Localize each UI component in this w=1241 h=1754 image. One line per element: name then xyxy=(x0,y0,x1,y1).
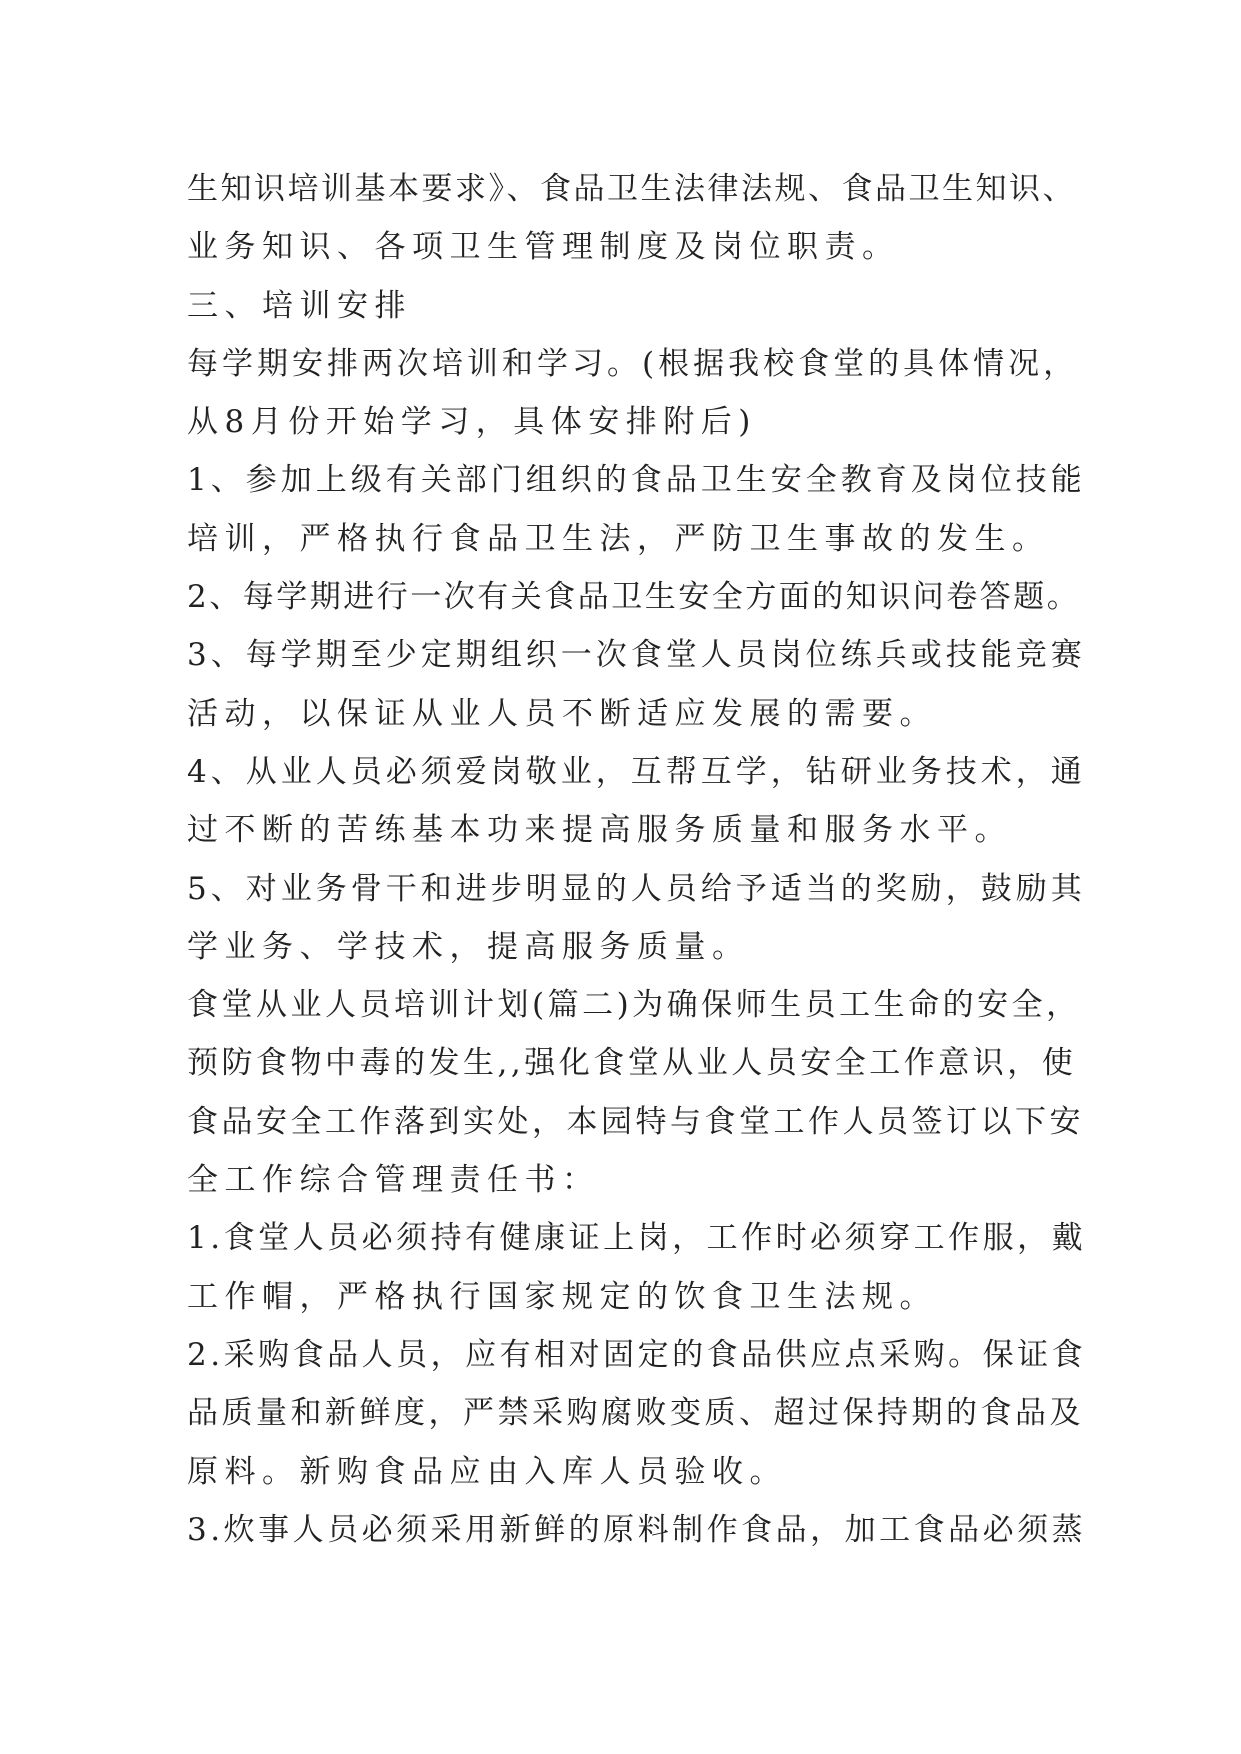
section-heading: 三、培训安排 xyxy=(187,287,412,324)
list-item-line: 3、每学期至少定期组织一次食堂人员岗位练兵或技能竞赛 xyxy=(187,637,1086,674)
list-item-line: 5、对业务骨干和进步明显的人员给予适当的奖励，鼓励其 xyxy=(187,870,1086,907)
text-line: 每学期安排两次培训和学习。(根据我校食堂的具体情况， xyxy=(187,345,1079,382)
text-line: 食堂从业人员培训计划(篇二)为确保师生员工生命的安全， xyxy=(187,987,1081,1024)
text-line: 全工作综合管理责任书： xyxy=(187,1162,600,1199)
list-item-line: 3.炊事人员必须采用新鲜的原料制作食品，加工食品必须蒸 xyxy=(187,1511,1087,1548)
text-line: 预防食物中毒的发生,,强化食堂从业人员安全工作意识，使 xyxy=(187,1045,1077,1082)
list-item-line: 学业务、学技术，提高服务质量。 xyxy=(187,928,750,965)
list-item-line: 品质量和新鲜度，严禁采购腐败变质、超过保持期的食品及 xyxy=(187,1395,1084,1432)
list-item-line: 活动，以保证从业人员不断适应发展的需要。 xyxy=(187,695,937,732)
list-item-line: 1、参加上级有关部门组织的食品卫生安全教育及岗位技能 xyxy=(187,462,1086,499)
text-line: 食品安全工作落到实处，本园特与食堂工作人员签订以下安 xyxy=(187,1103,1084,1140)
text-line: 生知识培训基本要求》、食品卫生法律法规、食品卫生知识、 xyxy=(187,171,1076,207)
text-line: 从8月份开始学习，具体安排附后) xyxy=(187,404,757,441)
list-item-line: 2.采购食品人员，应有相对固定的食品供应点采购。保证食 xyxy=(187,1336,1087,1373)
list-item-line: 工作帽，严格执行国家规定的饮食卫生法规。 xyxy=(187,1278,937,1315)
text-line: 业务知识、各项卫生管理制度及岗位职责。 xyxy=(187,229,900,266)
list-item-line: 1.食堂人员必须持有健康证上岗，工作时必须穿工作服，戴 xyxy=(187,1220,1087,1257)
list-item-line: 培训，严格执行食品卫生法，严防卫生事故的发生。 xyxy=(187,520,1050,557)
list-item-line: 2、每学期进行一次有关食品卫生安全方面的知识问卷答题。 xyxy=(187,579,1081,616)
list-item-line: 原料。新购食品应由入库人员验收。 xyxy=(187,1453,787,1490)
list-item-line: 过不断的苦练基本功来提高服务质量和服务水平。 xyxy=(187,812,1012,849)
list-item-line: 4、从业人员必须爱岗敬业，互帮互学，钻研业务技术，通 xyxy=(187,753,1086,790)
document-body xyxy=(187,160,1087,1559)
